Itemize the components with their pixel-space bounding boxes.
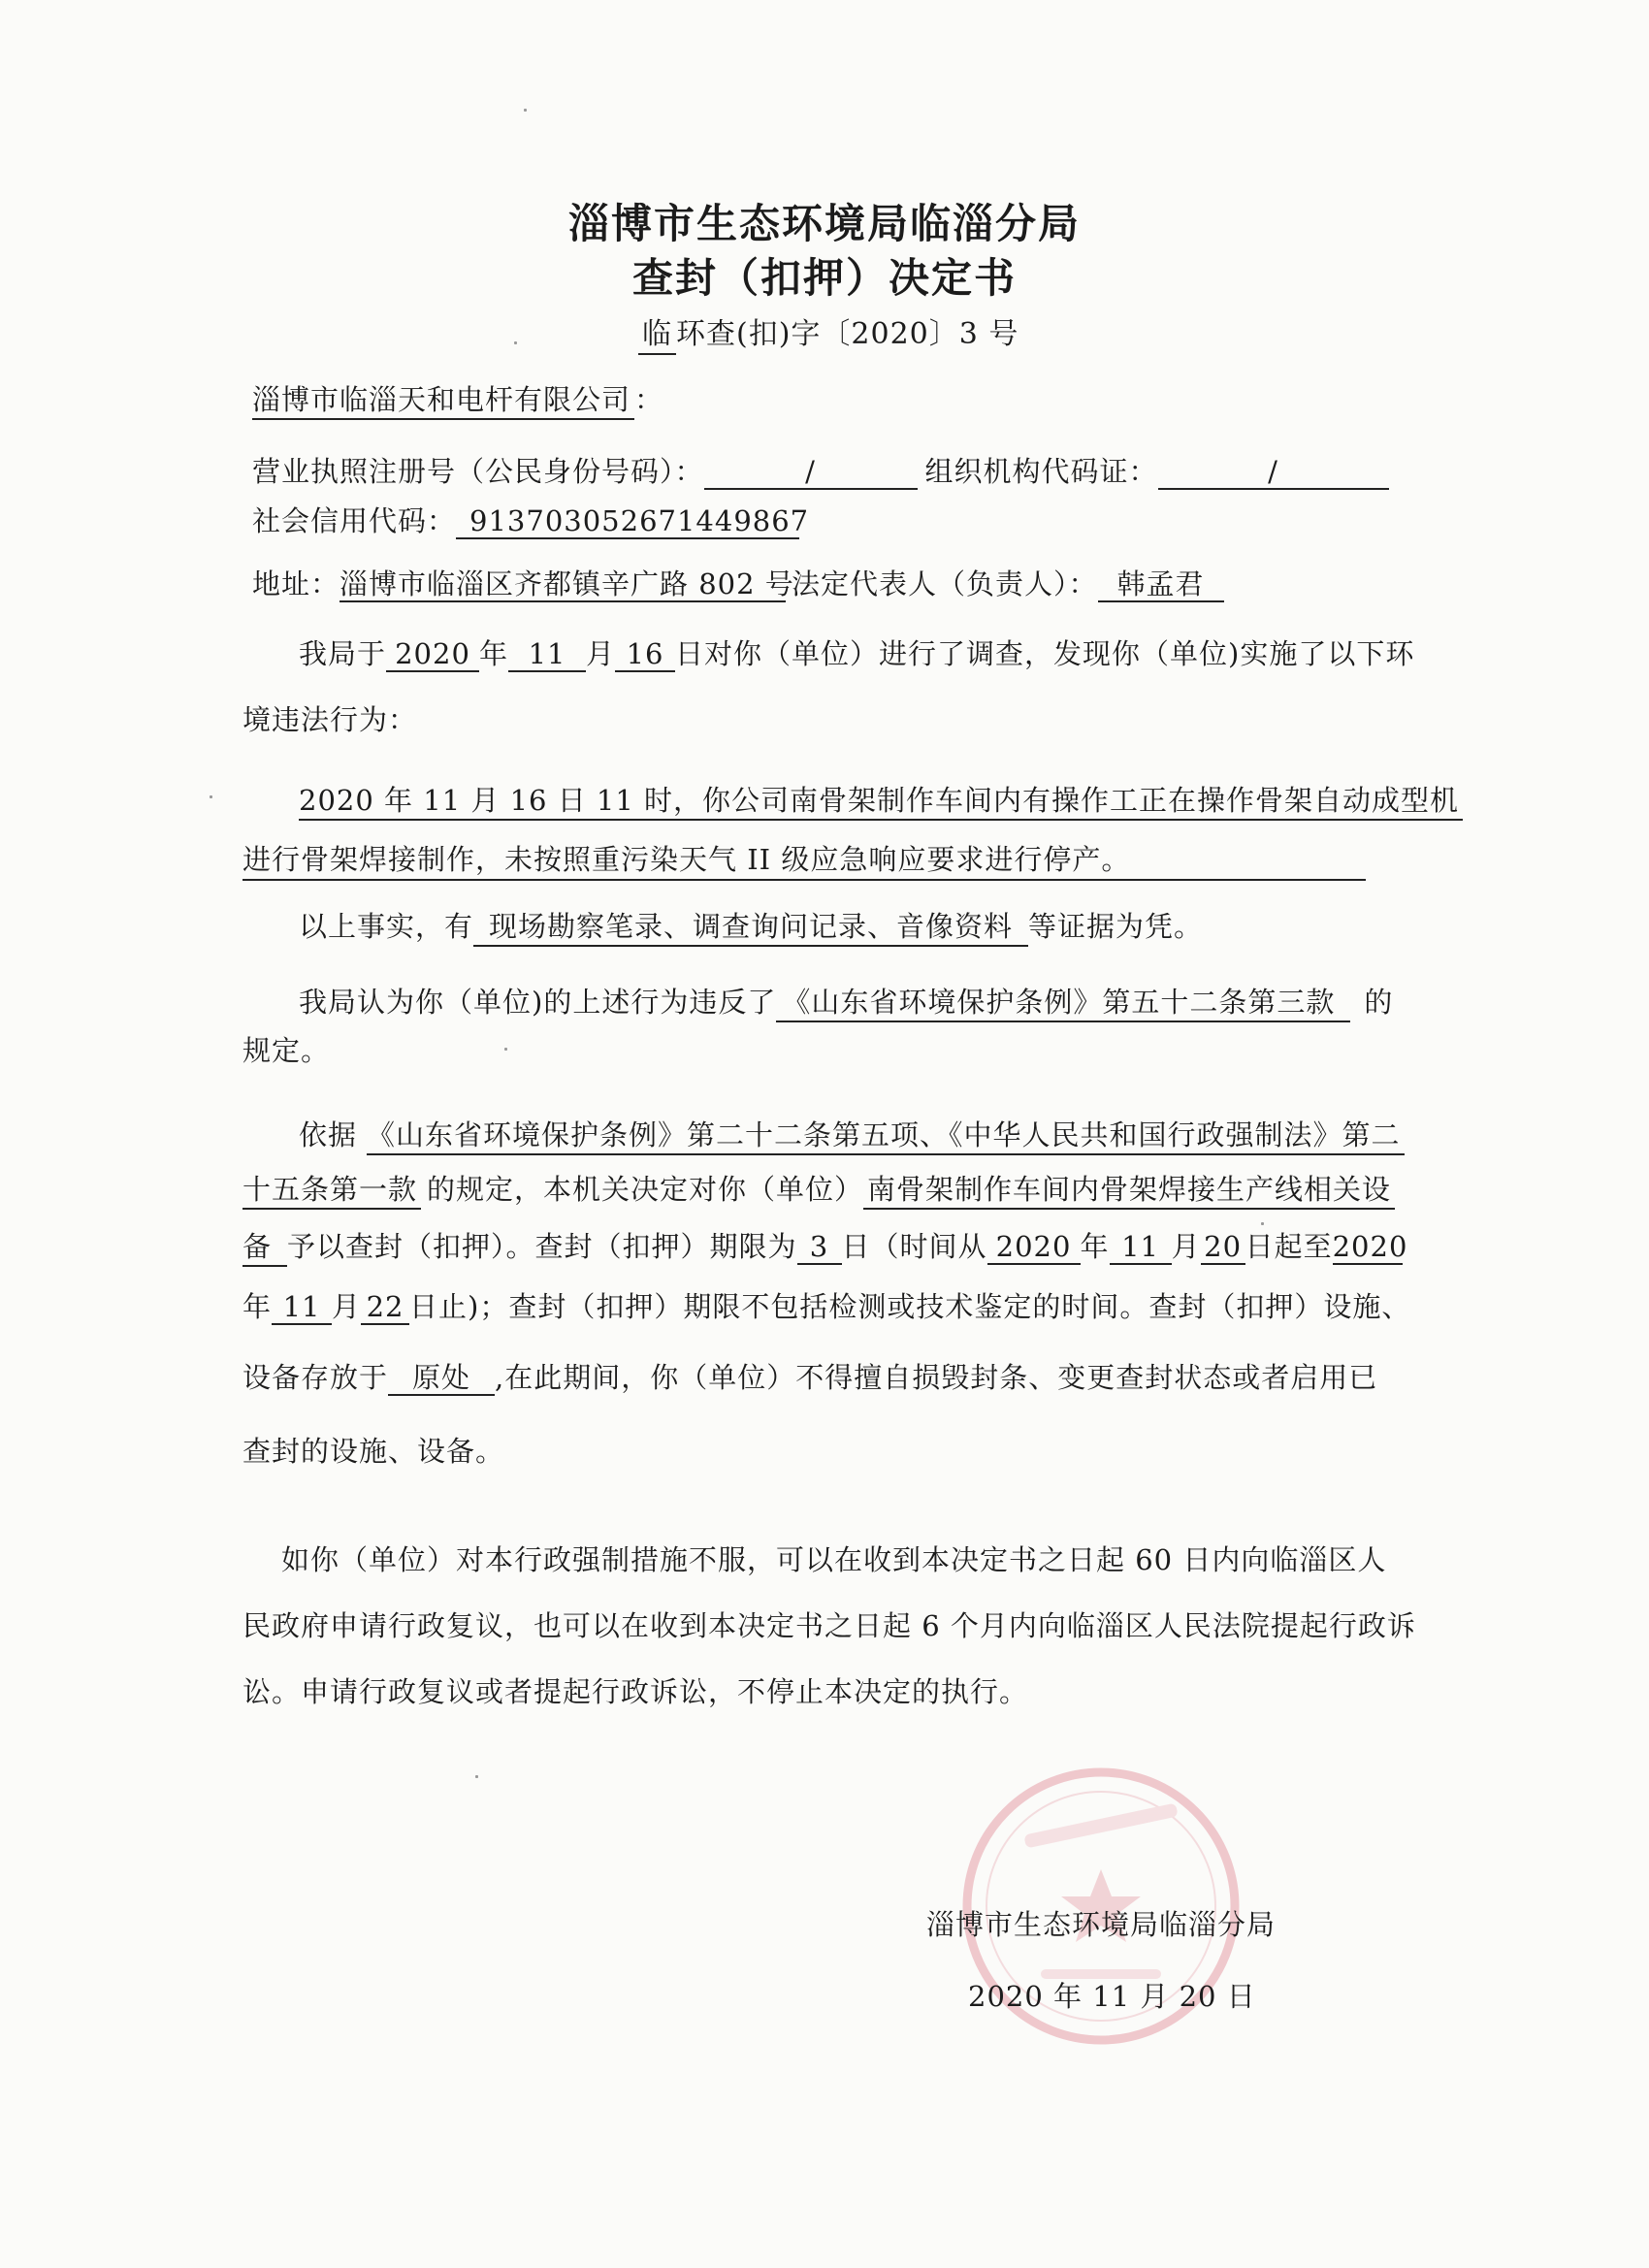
scan-speck bbox=[504, 1048, 507, 1051]
legal-basis-line-1 bbox=[299, 1116, 1405, 1155]
storage-place: 原处 bbox=[388, 1361, 495, 1396]
p4-text: 年 bbox=[1080, 1230, 1110, 1263]
violated-law-paragraph bbox=[299, 983, 1393, 1022]
end-month: 11 bbox=[272, 1290, 332, 1325]
p4-text: ,在此期间，你（单位）不得擅自损毁封条、变更查封状态或者启用已 bbox=[495, 1361, 1378, 1394]
p4-text: 月 bbox=[332, 1290, 362, 1323]
p1-text: 我局于 bbox=[299, 637, 387, 670]
violation-line-1 bbox=[299, 781, 1463, 821]
org-code-label: 组织机构代码证： bbox=[924, 455, 1158, 488]
appeal-line-1: 如你（单位）对本行政强制措施不服，可以在收到本决定书之日起 60 日内向临淄区人 bbox=[281, 1543, 1387, 1576]
p4-text: 设备存放于 bbox=[242, 1361, 389, 1394]
sealed-object-1: 南骨架制作车间内骨架焊接生产线相关设 bbox=[863, 1173, 1395, 1210]
org-code-value: / bbox=[1158, 455, 1389, 490]
p4-end: 查封的设施、设备。 bbox=[242, 1435, 505, 1468]
credit-code-line bbox=[252, 502, 810, 540]
scan-speck bbox=[475, 1775, 478, 1778]
seal-period-line bbox=[242, 1227, 1408, 1267]
recipient-line bbox=[252, 380, 663, 420]
document-number bbox=[638, 315, 1018, 355]
violated-law: 《山东省环境保护条例》第五十二条第三款 bbox=[776, 986, 1350, 1022]
p3-continuation: 规定。 bbox=[242, 1034, 331, 1067]
p1-continuation: 境违法行为： bbox=[242, 703, 418, 736]
investigation-year: 2020 bbox=[386, 637, 479, 672]
p4-text: 日止)；查封（扣押）期限不包括检测或技术鉴定的时间。查封（扣押）设施、 bbox=[409, 1290, 1411, 1323]
violation-line-2: 进行骨架焊接制作，未按照重污染天气 II 级应急响应要求进行停产。 bbox=[242, 843, 1131, 876]
appeal-line-2: 民政府申请行政复议，也可以在收到本决定书之日起 6 个月内向临淄区人民法院提起行政诉 bbox=[242, 1609, 1416, 1642]
address-label: 地址： bbox=[252, 567, 340, 600]
investigation-paragraph bbox=[299, 634, 1414, 673]
legal-rep-value: 韩孟君 bbox=[1098, 567, 1224, 602]
seal-period-continuation bbox=[242, 1287, 1410, 1326]
p3-text: 我局认为你（单位)的上述行为违反了 bbox=[299, 986, 777, 1019]
p4-text: 日起至 bbox=[1245, 1230, 1333, 1263]
p2-text: 等证据为凭。 bbox=[1028, 910, 1204, 943]
scan-speck bbox=[514, 341, 517, 344]
legal-basis-1: 《山东省环境保护条例》第二十二条第五项、《中华人民共和国行政强制法》第二 bbox=[367, 1118, 1405, 1155]
evidence-paragraph bbox=[299, 907, 1203, 947]
license-label: 营业执照注册号（公民身份号码）： bbox=[252, 455, 704, 488]
p1-text: 年 bbox=[479, 637, 509, 670]
legal-rep-label: 法定代表人（负责人）： bbox=[792, 567, 1098, 600]
sealed-object-2: 备 bbox=[242, 1230, 287, 1267]
investigation-month: 11 bbox=[508, 637, 586, 672]
recipient-name: 淄博市临淄天和电杆有限公司 bbox=[252, 383, 634, 420]
p1-text: 月 bbox=[586, 637, 616, 670]
appeal-line-3: 讼。申请行政复议或者提起行政诉讼，不停止本决定的执行。 bbox=[242, 1675, 1029, 1708]
document-org-title: 淄博市生态环境局临淄分局 bbox=[567, 200, 1081, 247]
p4-text: 的规定，本机关决定对你（单位） bbox=[427, 1173, 864, 1206]
p2-text: 以上事实，有 bbox=[299, 910, 474, 943]
scan-speck bbox=[524, 109, 527, 112]
storage-line bbox=[242, 1358, 1377, 1397]
signature-org: 淄博市生态环境局临淄分局 bbox=[926, 1908, 1277, 1941]
p4-text: 予以查封（扣押）。查封（扣押）期限为 bbox=[287, 1230, 797, 1263]
violation-text-1: 2020 年 11 月 16 日 11 时，你公司南骨架制作车间内有操作工正在操作骨架自动成型机 bbox=[299, 784, 1463, 821]
p1-text: 日对你（单位）进行了调查，发现你（单位)实施了以下环 bbox=[675, 637, 1415, 670]
end-year: 2020 bbox=[1332, 1230, 1408, 1263]
start-day: 20 bbox=[1201, 1230, 1245, 1265]
legal-basis-2: 十五条第一款 bbox=[242, 1173, 421, 1210]
start-month: 11 bbox=[1110, 1230, 1172, 1265]
p4-text: 日（时间从 bbox=[841, 1230, 987, 1263]
seal-text-smudge bbox=[1023, 1803, 1178, 1849]
address-value: 淄博市临淄区齐都镇辛广路 802 号 bbox=[340, 567, 794, 600]
document-number-rest: 环查(扣)字〔2020〕3 号 bbox=[676, 317, 1019, 351]
scan-speck bbox=[210, 795, 212, 798]
recipient-colon: ： bbox=[634, 383, 664, 416]
p4-text: 依据 bbox=[299, 1118, 358, 1151]
start-year: 2020 bbox=[987, 1230, 1081, 1265]
end-day: 22 bbox=[361, 1290, 409, 1325]
license-value: / bbox=[704, 455, 918, 490]
p4-text: 月 bbox=[1171, 1230, 1201, 1263]
document-type-title: 查封（扣押）决定书 bbox=[631, 254, 1017, 302]
evidence-list: 现场勘察笔录、调查询问记录、音像资料 bbox=[473, 910, 1028, 947]
p4-text: 年 bbox=[242, 1290, 273, 1323]
legal-basis-line-2 bbox=[242, 1170, 1395, 1210]
p3-text: 的 bbox=[1364, 986, 1394, 1019]
credit-code-value: 913703052671449867 bbox=[456, 504, 799, 539]
document-number-prefix: 临 bbox=[638, 318, 676, 355]
address-line bbox=[252, 565, 1224, 603]
signature-date: 2020 年 11 月 20 日 bbox=[968, 1980, 1256, 2013]
license-line bbox=[252, 452, 1389, 491]
credit-code-label: 社会信用代码： bbox=[252, 504, 457, 537]
scan-speck bbox=[1261, 1222, 1264, 1225]
investigation-day: 16 bbox=[615, 637, 675, 672]
seal-days: 3 bbox=[797, 1230, 842, 1265]
violation-underline bbox=[242, 879, 1366, 881]
